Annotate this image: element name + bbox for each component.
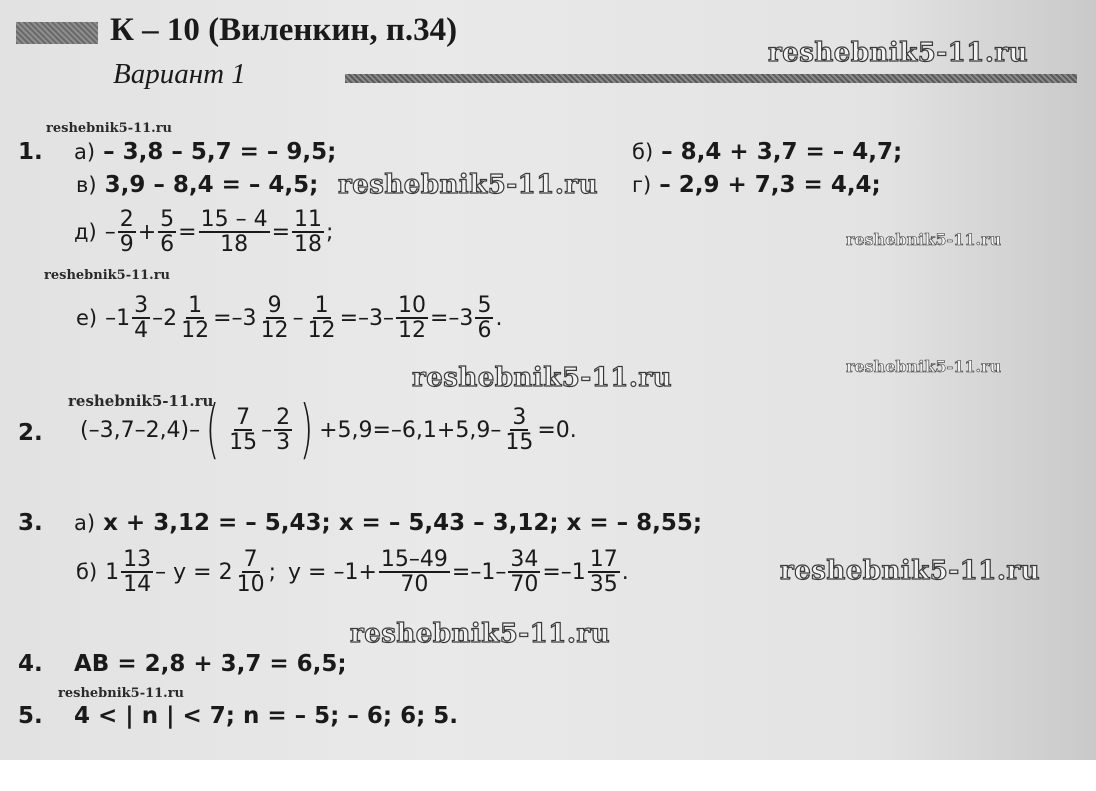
denominator: 15 xyxy=(229,430,258,455)
fraction xyxy=(396,294,428,342)
p1-line-a xyxy=(74,139,336,165)
numerator: 2 xyxy=(276,404,291,430)
numerator: 9 xyxy=(267,293,282,318)
numerator: 7 xyxy=(236,404,251,430)
watermark: reshebnik5-11.ru xyxy=(46,121,173,136)
p1-line-b xyxy=(632,139,902,165)
p5-expression: 4 < | n | < 7; n = – 5; – 6; 6; 5. xyxy=(74,703,459,729)
math-token: . xyxy=(621,559,629,585)
math-token: (–3,7–2,4)– xyxy=(80,417,201,443)
denominator: 4 xyxy=(134,318,149,344)
p2-expression xyxy=(80,393,577,467)
watermark: reshebnik5-11.ru xyxy=(846,357,1002,376)
denominator: 18 xyxy=(220,232,249,258)
watermark: reshebnik5-11.ru xyxy=(412,363,673,393)
p1-line-g xyxy=(632,172,881,198)
fraction xyxy=(292,208,324,256)
watermark: reshebnik5-11.ru xyxy=(846,230,1002,249)
fraction xyxy=(306,294,338,342)
math-token: + xyxy=(137,219,157,245)
denominator: 6 xyxy=(477,318,492,344)
problem-number: 5. xyxy=(18,703,43,729)
variant-heading: Вариант 1 xyxy=(113,58,246,90)
numerator: 10 xyxy=(398,293,426,318)
numerator: 34 xyxy=(510,547,539,572)
fraction xyxy=(274,406,292,454)
denominator: 6 xyxy=(160,232,175,258)
math-token: =–3 xyxy=(213,305,257,331)
numerator: 3 xyxy=(134,293,149,318)
p1-line-d xyxy=(74,208,333,256)
math-token: – xyxy=(261,417,273,443)
denominator: 15 xyxy=(505,430,534,455)
math-token: = xyxy=(271,219,291,245)
math-token: – y = 2 xyxy=(155,559,233,585)
p1-expr-v: 3,9 – 8,4 = – 4,5; xyxy=(104,172,319,198)
problem-number: 1. xyxy=(18,139,43,165)
math-token: 1 xyxy=(105,559,120,585)
denominator: 12 xyxy=(307,318,336,344)
denominator: 12 xyxy=(260,318,289,344)
fraction xyxy=(179,294,211,342)
p3-line-b xyxy=(76,548,629,596)
fraction xyxy=(475,294,493,342)
math-token: =0. xyxy=(537,417,577,443)
label-g: г) xyxy=(632,173,652,197)
title-decoration-bar xyxy=(16,22,98,44)
problem-number: 3. xyxy=(18,510,43,536)
math-token: = xyxy=(178,219,197,245)
fraction xyxy=(235,548,267,596)
math-token: y = –1+ xyxy=(288,559,377,585)
page-title: К – 10 (Виленкин, п.34) xyxy=(110,12,458,48)
numerator: 5 xyxy=(477,293,492,318)
numerator: 3 xyxy=(512,404,527,430)
numerator: 17 xyxy=(589,547,618,572)
denominator: 10 xyxy=(236,572,265,598)
fraction xyxy=(118,208,136,256)
math-token: =–3 xyxy=(430,305,474,331)
math-token: =–1 xyxy=(542,559,586,585)
watermark: reshebnik5-11.ru xyxy=(350,619,611,649)
watermark: reshebnik5-11.ru xyxy=(768,38,1029,68)
problem-number: 2. xyxy=(18,420,43,446)
math-token: – xyxy=(292,305,304,331)
fraction xyxy=(158,208,176,256)
math-token: – xyxy=(104,219,116,245)
numerator: 5 xyxy=(160,207,175,232)
fraction xyxy=(379,548,450,596)
p3-line-a xyxy=(74,510,702,536)
numerator: 7 xyxy=(243,547,258,572)
left-paren: ( xyxy=(205,393,220,467)
math-token: ; xyxy=(326,219,334,245)
watermark: reshebnik5-11.ru xyxy=(58,686,185,701)
fraction xyxy=(508,548,540,596)
p1-expr-a: – 3,8 – 5,7 = – 9,5; xyxy=(103,139,337,165)
fraction xyxy=(227,406,259,454)
math-token: ; xyxy=(268,559,277,585)
math-token: =–1– xyxy=(451,559,507,585)
label-b: б) xyxy=(632,140,654,164)
denominator: 35 xyxy=(589,572,618,598)
label-a: а) xyxy=(74,511,96,535)
math-token: –2 xyxy=(152,305,178,331)
fraction xyxy=(259,294,291,342)
label-v: в) xyxy=(76,173,97,197)
watermark: reshebnik5-11.ru xyxy=(68,392,214,410)
numerator: 1 xyxy=(188,293,203,318)
watermark: reshebnik5-11.ru xyxy=(780,556,1041,586)
denominator: 3 xyxy=(276,430,291,455)
p1-expr-g: – 2,9 + 7,3 = 4,4; xyxy=(659,172,881,198)
denominator: 70 xyxy=(400,572,429,598)
label-a: а) xyxy=(74,140,96,164)
numerator: 13 xyxy=(123,547,152,572)
fraction xyxy=(588,548,620,596)
right-paren: ) xyxy=(299,393,314,467)
numerator: 1 xyxy=(314,293,329,318)
denominator: 70 xyxy=(510,572,539,598)
watermark: reshebnik5-11.ru xyxy=(44,268,171,283)
fraction xyxy=(199,208,270,256)
p4-expression: AB = 2,8 + 3,7 = 6,5; xyxy=(74,651,347,677)
p1-expr-b: – 8,4 + 3,7 = – 4,7; xyxy=(661,139,903,165)
heading-rule xyxy=(345,74,1077,83)
label-b: б) xyxy=(76,560,98,585)
label-d: д) xyxy=(74,220,97,245)
label-e: е) xyxy=(76,306,98,331)
fraction xyxy=(503,406,535,454)
p1-line-e xyxy=(76,294,502,342)
math-token: . xyxy=(495,305,503,331)
numerator: 15–49 xyxy=(380,547,448,572)
denominator: 14 xyxy=(123,572,152,598)
math-token: –1 xyxy=(105,305,131,331)
denominator: 12 xyxy=(398,318,426,344)
watermark: reshebnik5-11.ru xyxy=(338,170,599,200)
math-token: +5,9=–6,1+5,9– xyxy=(319,417,502,443)
p1-line-v xyxy=(76,172,318,198)
p3-expr-a: x + 3,12 = – 5,43; x = – 5,43 – 3,12; x = – 8,55; xyxy=(103,510,703,536)
denominator: 9 xyxy=(119,232,134,258)
problem-number: 4. xyxy=(18,651,43,677)
denominator: 18 xyxy=(294,232,323,258)
math-token: =–3– xyxy=(339,305,394,331)
numerator: 2 xyxy=(119,207,134,232)
fraction xyxy=(132,294,150,342)
denominator: 12 xyxy=(181,318,210,344)
numerator: 11 xyxy=(294,207,323,232)
numerator: 15 – 4 xyxy=(200,207,268,232)
fraction xyxy=(121,548,153,596)
